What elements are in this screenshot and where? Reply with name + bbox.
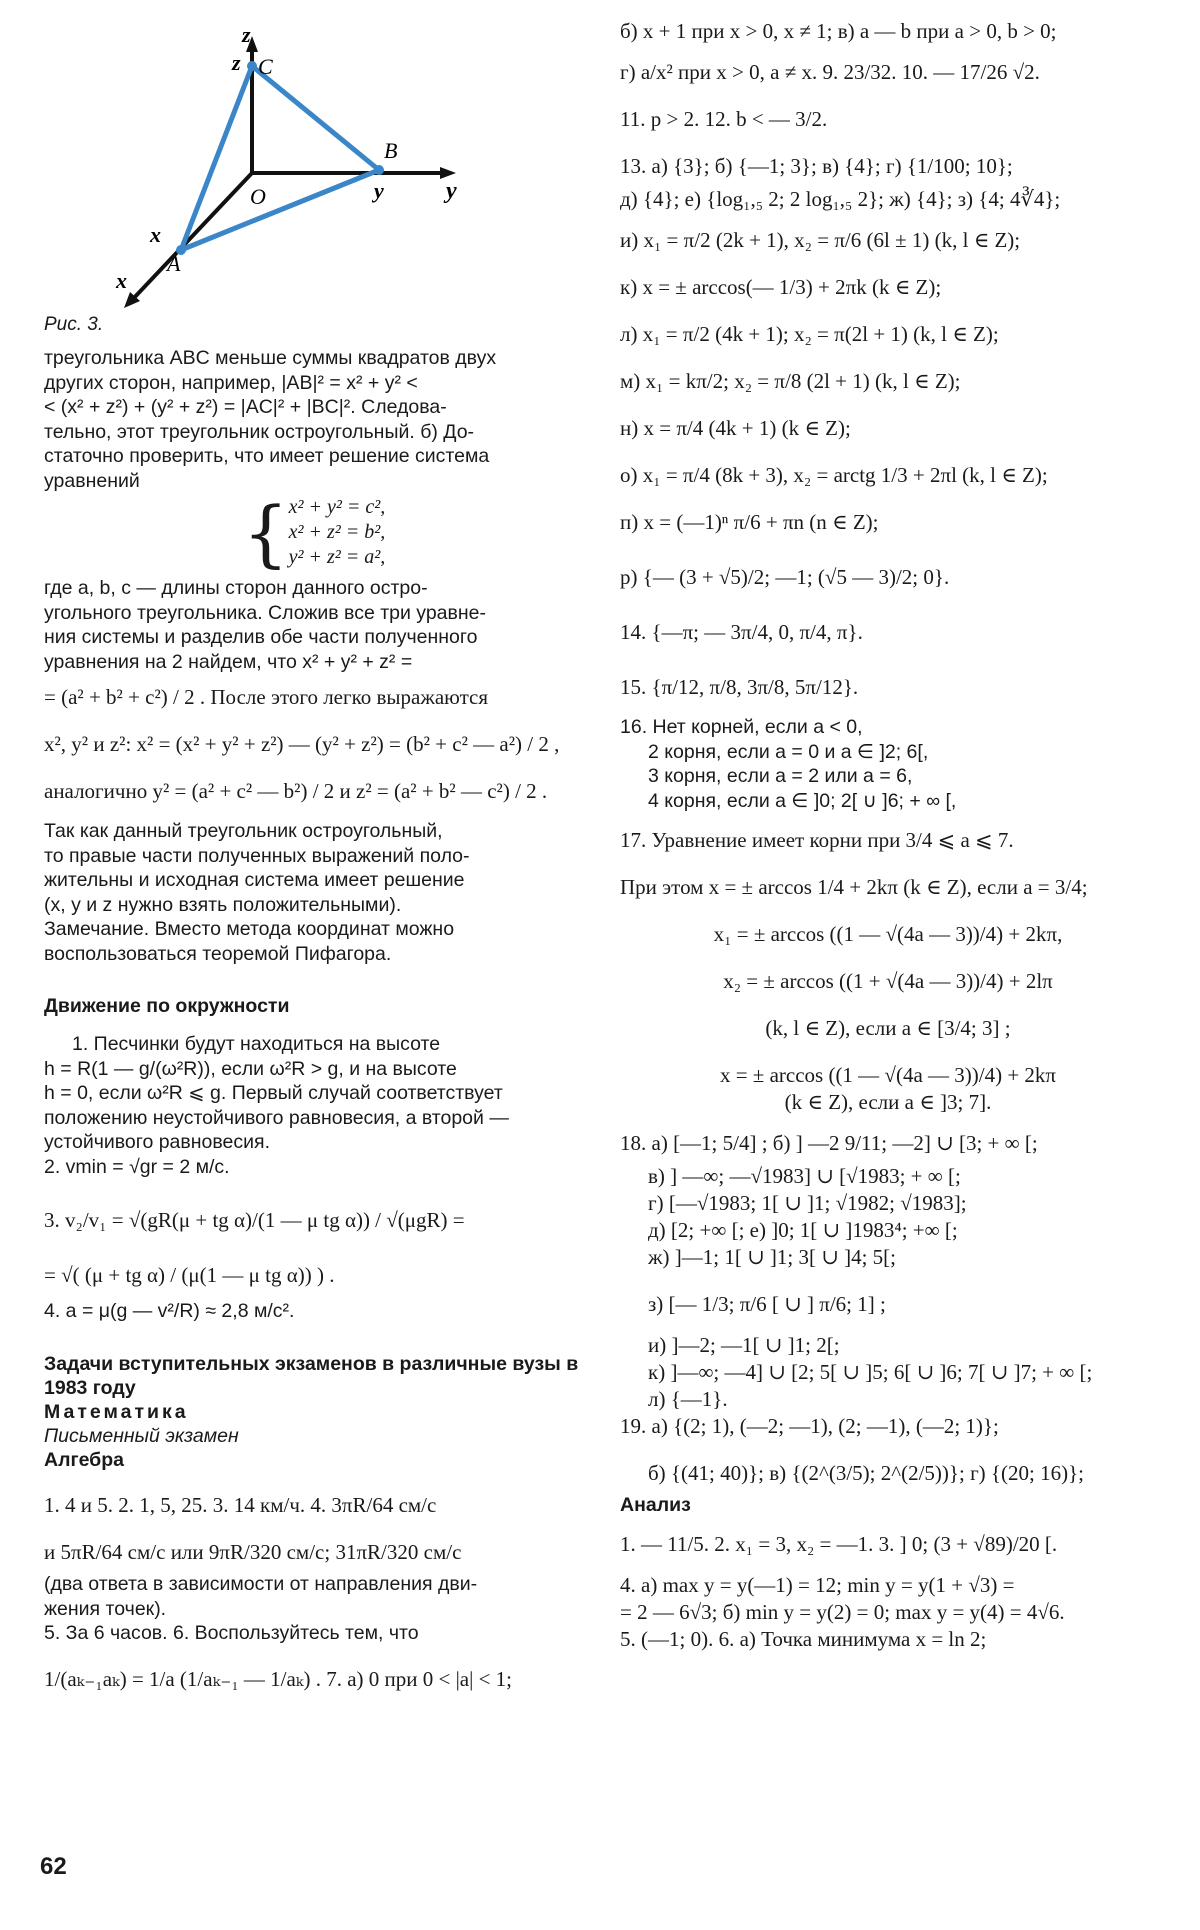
label-z-axis: z: [242, 22, 251, 47]
answer-13-k: к) x = ± arccos(— 1/3) + 2πk (k ∈ Z);: [620, 275, 942, 299]
answer-line-3: 11. p > 2. 12. b < — 3/2.: [620, 107, 828, 131]
page-number: 62: [40, 1853, 67, 1880]
para1-line-5: статочно проверить, что имеет решение система: [44, 445, 490, 467]
answer-line-1: б) x + 1 при x > 0, x ≠ 1; в) a — b при a > 0, b > 0;: [620, 19, 1057, 43]
answer-13-p: п) x = (—1)ⁿ π/6 + πn (n ∈ Z);: [620, 510, 879, 534]
algebra-answer-4-cont: и 5πR/64 см/с или 9πR/320 см/с; 31πR/320 см/с: [44, 1540, 462, 1564]
answer-13-i: и) x₁ = π/2 (2k + 1), x₂ = π/6 (6l ± 1) (k, l ∈ Z);: [620, 228, 1021, 252]
system-eq-3: y² + z² = a²,: [288, 546, 386, 568]
triangle-abc: [181, 66, 379, 250]
left-column: [44, 18, 584, 1693]
para1-line-2: других сторон, например, |AB|² = x² + y² <: [44, 371, 418, 394]
answer-16-line-1: 16. Нет корней, если a < 0,: [620, 716, 863, 738]
right-column: [620, 18, 1156, 1653]
analysis-answer-4-b: = 2 — 6√3; б) min y = y(2) = 0; max y = y(4) = 4√6.: [620, 1600, 1065, 1624]
answer-18-i: и) ]—2; —1[ ∪ ]1; 2[;: [648, 1333, 840, 1357]
answer-16-line-3: 3 корня, если a = 2 или a = 6,: [648, 765, 913, 787]
answer-14: 14. {—π; — 3π/4, 0, π/4, π}.: [620, 620, 863, 644]
para3-line-6: воспользоваться теоремой Пифагора.: [44, 942, 392, 965]
answer-13-l: л) x₁ = π/2 (4k + 1); x₂ = π(2l + 1) (k, l ∈ Z);: [620, 322, 999, 346]
circle-1-line-5: устойчивого равновесия.: [44, 1131, 270, 1153]
algebra-answers-1-4: 1. 4 и 5. 2. 1, 5, 25. 3. 14 км/ч. 4. 3πR/64 см/с: [44, 1493, 437, 1517]
answer-18-zh: ж) ]—1; 1[ ∪ ]1; 3[ ∪ ]4; 5[;: [648, 1245, 896, 1269]
circle-1-line-3: h = 0, если ω²R ⩽ g. Первый случай соответствует: [44, 1082, 503, 1104]
para3-line-1: Так как данный треугольник остроугольный,: [44, 820, 443, 842]
answer-13-n: н) x = π/4 (4k + 1) (k ∈ Z);: [620, 416, 851, 440]
label-y-axis: y: [446, 178, 457, 204]
answer-17-x: x = ± arccos ((1 — √(4a — 3))/4) + 2kπ: [719, 1063, 1057, 1087]
coordinate-diagram: [44, 18, 584, 308]
answer-18-z: з) [— 1/3; π/6 [ ∪ ] π/6; 1] ;: [648, 1292, 886, 1316]
answer-18-g: г) [—√1983; 1[ ∪ ]1; √1982; √1983];: [648, 1191, 967, 1215]
label-a: A: [167, 251, 181, 276]
brace-glyph: {: [242, 490, 289, 575]
para2-line-2: угольного треугольника. Сложив все три уравне-: [44, 601, 486, 624]
point-c: [247, 61, 257, 71]
answer-17-condition: (k, l ∈ Z), если a ∈ [3/4; 3] ;: [765, 1016, 1011, 1040]
para3-line-2: то правые части полученных выражений поло-: [44, 844, 470, 867]
label-c: C: [258, 54, 273, 79]
para1-line-6: уравнений: [44, 469, 140, 492]
para2-line-1: где a, b, c — длины сторон данного остро-: [44, 577, 428, 599]
label-x-axis: x: [116, 268, 127, 293]
equation-sum: = (a² + b² + c²) / 2 . После этого легко выражаются: [44, 685, 488, 709]
answer-18-l: л) {—1}.: [648, 1387, 728, 1411]
equation-x-squared: x², y² и z²: x² = (x² + y² + z²) — (y² + z²) = (b² + c² — a²) / 2 ,: [44, 732, 560, 756]
equation-system: [44, 490, 584, 575]
answer-17: 17. Уравнение имеет корни при 3/4 ⩽ a ⩽ 7.: [620, 828, 1014, 852]
heading-analysis: Анализ: [620, 1494, 691, 1516]
circle-1-line-1: 1. Песчинки будут находиться на высоте: [72, 1033, 441, 1055]
para2-line-4: уравнения на 2 найдем, что x² + y² + z² =: [44, 650, 413, 673]
para3-line-3: жительны и исходная система имеет решение: [44, 869, 465, 891]
answer-13-r: р) {— (3 + √5)/2; —1; (√5 — 3)/2; 0}.: [620, 565, 950, 589]
algebra-note-line-1: (два ответа в зависимости от направления дви-: [44, 1573, 478, 1595]
heading-circle-motion: Движение по окружности: [44, 995, 290, 1017]
para2-line-3: ния системы и разделив обе части полученного: [44, 626, 478, 648]
circle-3-line-1: 3. v₂/v₁ = √(gR(μ + tg α)/(1 — μ tg α)) / √(μgR) =: [44, 1208, 465, 1232]
system-eq-2: x² + z² = b²,: [288, 521, 386, 543]
circle-1-line-4: положению неустойчивого равновесия, а второй —: [44, 1106, 509, 1129]
para1-line-4: тельно, этот треугольник остроугольный. б) До-: [44, 420, 475, 443]
algebra-note-line-2: жения точек).: [44, 1597, 167, 1620]
answer-13-o: о) x₁ = π/4 (8k + 3), x₂ = arctg 1/3 + 2πl (k, l ∈ Z);: [620, 463, 1048, 487]
answer-18-a-b: 18. а) [—1; 5/4] ; б) ] —2 9/11; —2] ∪ [3; + ∞ [;: [620, 1131, 1038, 1155]
answer-18-k: к) ]—∞; —4] ∪ [2; 5[ ∪ ]5; 6[ ∪ ]6; 7[ ∪ ]7; + ∞ [;: [648, 1360, 1093, 1384]
answer-17-x2: x₂ = ± arccos ((1 + √(4a — 3))/4) + 2lπ: [723, 969, 1053, 993]
heading-exams: Задачи вступительных экзаменов в различные вузы в 1983 году: [44, 1352, 579, 1399]
answer-17-x1: x₁ = ± arccos ((1 — √(4a — 3))/4) + 2kπ,: [713, 922, 1063, 946]
para1-line-3: < (x² + z²) + (y² + z²) = |AC|² + |BC|². Следова-: [44, 396, 447, 418]
answer-13-m: м) x₁ = kπ/2; x₂ = π/8 (2l + 1) (k, l ∈ Z);: [620, 369, 961, 393]
answer-16-line-2: 2 корня, если a = 0 и a ∈ ]2; 6[,: [648, 740, 929, 763]
analysis-answer-4-a: 4. а) max y = y(—1) = 12; min y = y(1 + √3) =: [620, 1573, 1015, 1597]
equation-y-z-squared: аналогично y² = (a² + c² — b²) / 2 и z² = (a² + b² — c²) / 2 .: [44, 779, 548, 803]
algebra-answer-6-formula: 1/(aₖ₋₁aₖ) = 1/a (1/aₖ₋₁ — 1/aₖ) . 7. а) 0 при 0 < |a| < 1;: [44, 1666, 512, 1691]
label-x-point: x: [150, 222, 161, 247]
circle-2: 2. vmin = √gr = 2 м/с.: [44, 1155, 230, 1178]
heading-mathematics: Математика: [44, 1400, 189, 1423]
para3-line-5: Замечание. Вместо метода координат можно: [44, 918, 455, 940]
heading-written-exam: Письменный экзамен: [44, 1424, 239, 1447]
label-y-point: y: [374, 178, 384, 203]
answer-17-cont: При этом x = ± arccos 1/4 + 2kπ (k ∈ Z), если a = 3/4;: [620, 875, 1088, 899]
circle-3-line-2: = √( (μ + tg α) / (μ(1 — μ tg α)) ) .: [44, 1263, 335, 1287]
answer-19-a: 19. а) {(2; 1), (—2; —1), (2; —1), (—2; 1)};: [620, 1414, 999, 1438]
label-o: O: [250, 184, 266, 209]
point-b: [374, 165, 384, 175]
label-z-point: z: [232, 50, 241, 75]
answer-17-condition-2: (k ∈ Z), если a ∈ ]3; 7].: [784, 1090, 992, 1114]
answer-13-a-g: 13. а) {3}; б) {—1; 3}; в) {4}; г) {1/100; 10};: [620, 154, 1013, 178]
answer-18-v: в) ] —∞; —√1983] ∪ [√1983; + ∞ [;: [648, 1164, 961, 1188]
analysis-answers-5-6: 5. (—1; 0). 6. а) Точка минимума x = ln 2;: [620, 1627, 987, 1651]
answer-18-d-e: д) [2; +∞ [; е) ]0; 1[ ∪ ]1983⁴; +∞ [;: [648, 1218, 958, 1242]
figure-3: [44, 18, 584, 308]
answer-line-2: г) a/x² при x > 0, a ≠ x. 9. 23/32. 10. — 17/26 √2.: [620, 60, 1040, 84]
system-eq-1: x² + y² = c²,: [288, 496, 386, 518]
answer-13-d-z: д) {4}; е) {log₁,₅ 2; 2 log₁,₅ 2}; ж) {4}; з) {4; 4∛4};: [620, 187, 1061, 211]
algebra-answers-5-6: 5. За 6 часов. 6. Воспользуйтесь тем, что: [44, 1622, 419, 1644]
circle-4: 4. a = μ(g — v²/R) ≈ 2,8 м/с².: [44, 1300, 295, 1322]
analysis-answers-1-3: 1. — 11/5. 2. x₁ = 3, x₂ = —1. 3. ] 0; (3 + √89)/20 [.: [620, 1532, 1058, 1556]
circle-1-line-2: h = R(1 — g/(ω²R)), если ω²R > g, и на высоте: [44, 1057, 457, 1080]
heading-algebra: Алгебра: [44, 1449, 124, 1471]
label-b: B: [384, 138, 398, 163]
answer-15: 15. {π/12, π/8, 3π/8, 5π/12}.: [620, 675, 859, 699]
figure-caption: Рис. 3.: [44, 314, 104, 335]
answer-16-line-4: 4 корня, если a ∈ ]0; 2[ ∪ ]6; + ∞ [,: [648, 789, 957, 812]
para3-line-4: (x, y и z нужно взять положительными).: [44, 893, 402, 916]
answer-19-b-g: б) {(41; 40)}; в) {(2^(3/5); 2^(2/5))}; г) {(20; 16)};: [648, 1461, 1084, 1485]
para1-line-1: треугольника ABC меньше суммы квадратов двух: [44, 347, 497, 369]
